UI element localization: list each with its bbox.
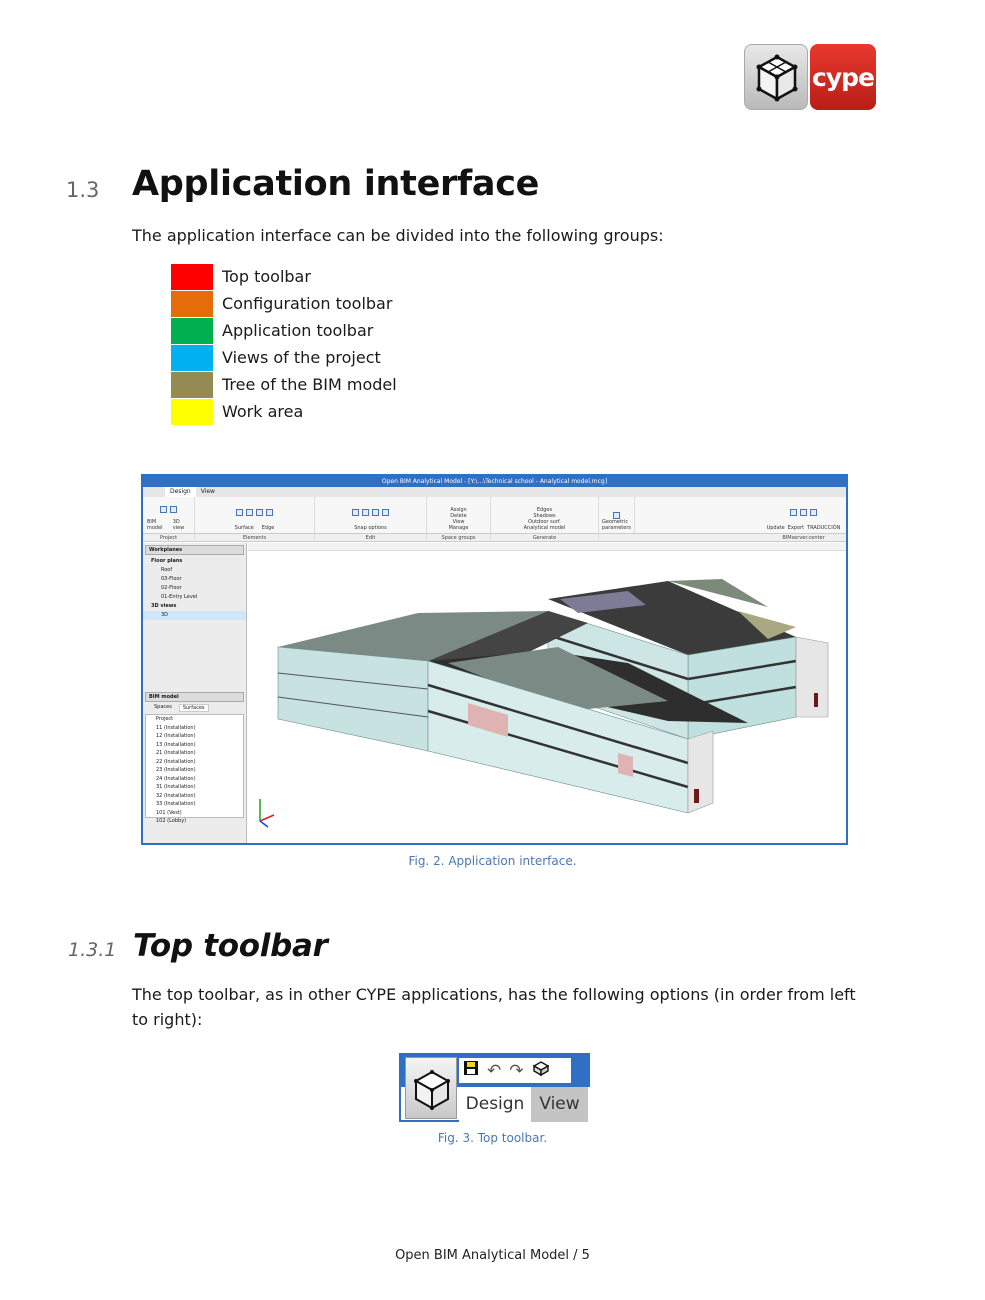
bim-cube-icon: [744, 44, 808, 110]
ribbon-group-parameters: [599, 497, 635, 533]
pencil-icon[interactable]: [352, 509, 359, 516]
tab-design[interactable]: Design: [459, 1087, 531, 1122]
list-item[interactable]: 102 (Lobby): [156, 818, 187, 824]
ribbon-group-project: [143, 497, 195, 533]
views-3d-node[interactable]: 3D views: [151, 603, 177, 609]
list-item[interactable]: 11 (Installation): [156, 724, 196, 731]
viewport-toolbar: [248, 543, 846, 551]
list-item[interactable]: 12 (Installation): [156, 733, 196, 739]
bim-model-button[interactable]: BIM model: [147, 519, 163, 531]
ribbon-group-labels: [143, 534, 846, 542]
legend-item: [171, 371, 397, 398]
view-3d-icon[interactable]: [170, 506, 177, 513]
update-icon[interactable]: [790, 509, 797, 516]
align-icon[interactable]: [382, 509, 389, 516]
legend-swatch: [171, 372, 213, 398]
cype-logo: [744, 44, 876, 110]
intro-paragraph: The application interface can be divided into the following groups:: [132, 226, 664, 245]
list-item[interactable]: 33 (Installation): [156, 801, 196, 807]
view-3d-item[interactable]: 3D: [143, 611, 246, 620]
geometric-parameters-button[interactable]: Geometric parameters: [602, 519, 632, 531]
page-footer: Open BIM Analytical Model / 5: [395, 1248, 590, 1263]
tool-icon[interactable]: [256, 509, 263, 516]
legend-label: Top toolbar: [222, 267, 311, 286]
tab-design[interactable]: Design: [165, 487, 196, 497]
list-item[interactable]: 24 (Installation): [156, 775, 196, 782]
group-label: Generate: [491, 534, 599, 541]
edge-icon[interactable]: [266, 509, 273, 516]
ribbon-group-edit: [315, 497, 427, 533]
workplanes-header: Workplanes: [145, 545, 244, 555]
tab-view[interactable]: View: [200, 488, 215, 495]
manage-button[interactable]: Manage: [448, 525, 469, 531]
floor-plans-node[interactable]: Floor plans: [151, 558, 183, 564]
save-icon[interactable]: [463, 1060, 479, 1081]
section-number: 1.3: [66, 178, 100, 202]
legend-item: [171, 398, 397, 425]
quick-access-toolbar: [459, 1058, 571, 1083]
redo-icon[interactable]: ↷: [509, 1060, 524, 1081]
translate-icon[interactable]: [810, 509, 817, 516]
group-label: Space groups: [427, 534, 491, 541]
ribbon-tabs: [143, 487, 846, 497]
figure-caption: Fig. 3. Top toolbar.: [437, 1131, 548, 1145]
list-item[interactable]: 13 (Installation): [156, 741, 196, 748]
legend-label: Views of the project: [222, 348, 381, 367]
list-item[interactable]: Project: [156, 716, 174, 722]
legend-swatch: [171, 318, 213, 344]
group-label: Elements: [195, 534, 315, 541]
bim-model-header: BIM model: [145, 692, 244, 702]
top-toolbar-figure: [399, 1053, 588, 1122]
edges-button[interactable]: Edges: [536, 507, 553, 513]
legend-swatch: [171, 399, 213, 425]
group-label: BIMserver.center: [782, 535, 825, 541]
view-3d-button[interactable]: 3D view: [172, 519, 185, 531]
legend-label: Application toolbar: [222, 321, 374, 340]
subsection-title: Top toolbar: [133, 928, 328, 964]
snap-options-button[interactable]: Snap options: [354, 525, 387, 531]
figure-caption: Fig. 2. Application interface.: [408, 854, 577, 868]
legend-swatch: [171, 291, 213, 317]
section-title: Application interface: [132, 164, 540, 204]
list-item[interactable]: 32 (Installation): [156, 792, 196, 799]
tool-icon[interactable]: [246, 509, 253, 516]
shadows-button[interactable]: Shadows: [533, 513, 556, 519]
legend-item: [171, 290, 397, 317]
legend-item: [171, 317, 397, 344]
app-menu-button[interactable]: [405, 1057, 457, 1119]
calculator-icon[interactable]: [613, 512, 620, 519]
tab-view[interactable]: View: [531, 1087, 588, 1122]
bim-model-icon[interactable]: [160, 506, 167, 513]
surface-icon[interactable]: [236, 509, 243, 516]
left-panel: [143, 543, 247, 843]
analytical-model-button[interactable]: Analytical model: [523, 525, 566, 531]
floor-item[interactable]: Roof: [161, 567, 173, 573]
list-item[interactable]: 101 (Vest): [156, 809, 182, 816]
group-label: Edit: [315, 534, 427, 541]
delete-button[interactable]: Delete: [450, 513, 467, 519]
export-button[interactable]: Export: [787, 525, 805, 531]
assign-button[interactable]: Assign: [450, 507, 467, 513]
surface-button[interactable]: Surface: [234, 525, 254, 531]
edge-button[interactable]: Edge: [261, 525, 275, 531]
list-item[interactable]: 31 (Installation): [156, 784, 196, 790]
floor-item[interactable]: 01-Entry Level: [161, 594, 198, 600]
list-item[interactable]: 21 (Installation): [156, 750, 196, 756]
list-item[interactable]: 22 (Installation): [156, 758, 196, 765]
tab-spaces[interactable]: Spaces: [154, 704, 172, 710]
update-button[interactable]: Update: [766, 525, 785, 531]
legend-swatch: [171, 264, 213, 290]
window-title: Open BIM Analytical Model - [Y:\...\Technical school - Analytical model.mcg]: [381, 478, 608, 485]
export-icon[interactable]: [800, 509, 807, 516]
tab-surfaces[interactable]: Surfaces: [179, 704, 209, 712]
list-item[interactable]: 23 (Installation): [156, 767, 196, 773]
cype-brand-mark: cype: [810, 44, 876, 110]
subsection-number: 1.3.1: [68, 939, 117, 961]
legend-item: [171, 344, 397, 371]
bim-cube-icon: [406, 1058, 458, 1118]
legend-item: [171, 263, 397, 290]
application-screenshot: [141, 474, 848, 845]
bim-model-subtabs: [151, 704, 246, 712]
building-3d-model: [248, 551, 848, 841]
legend-label: Work area: [222, 402, 304, 421]
ribbon-group-generate: [491, 497, 599, 533]
legend-label: Configuration toolbar: [222, 294, 393, 313]
work-area-3d[interactable]: [248, 543, 846, 843]
ribbon-group-elements: [195, 497, 315, 533]
view-button[interactable]: View: [452, 519, 465, 525]
ribbon-group-bimserver: [761, 497, 846, 533]
copy-icon[interactable]: [372, 509, 379, 516]
ribbon-group-space-groups: [427, 497, 491, 533]
window-titlebar: [143, 476, 846, 487]
ribbon: [143, 497, 846, 534]
subsection-paragraph: The top toolbar, as in other CYPE applications, has the following options (in order from left to right):: [132, 985, 856, 1029]
undo-icon[interactable]: ↶: [487, 1060, 502, 1081]
bim-settings-icon[interactable]: [532, 1060, 550, 1081]
group-label: Project: [143, 534, 195, 541]
outdoor-button[interactable]: Outdoor surf.: [528, 519, 561, 525]
floor-item[interactable]: 03-Floor: [161, 576, 182, 582]
bim-model-list: [145, 714, 244, 824]
floor-item[interactable]: 02-Floor: [161, 585, 182, 591]
color-legend: [171, 263, 397, 425]
legend-swatch: [171, 345, 213, 371]
move-icon[interactable]: [362, 509, 369, 516]
legend-label: Tree of the BIM model: [222, 375, 397, 394]
traduccion-button[interactable]: TRADUCCIÓN: [807, 525, 841, 531]
